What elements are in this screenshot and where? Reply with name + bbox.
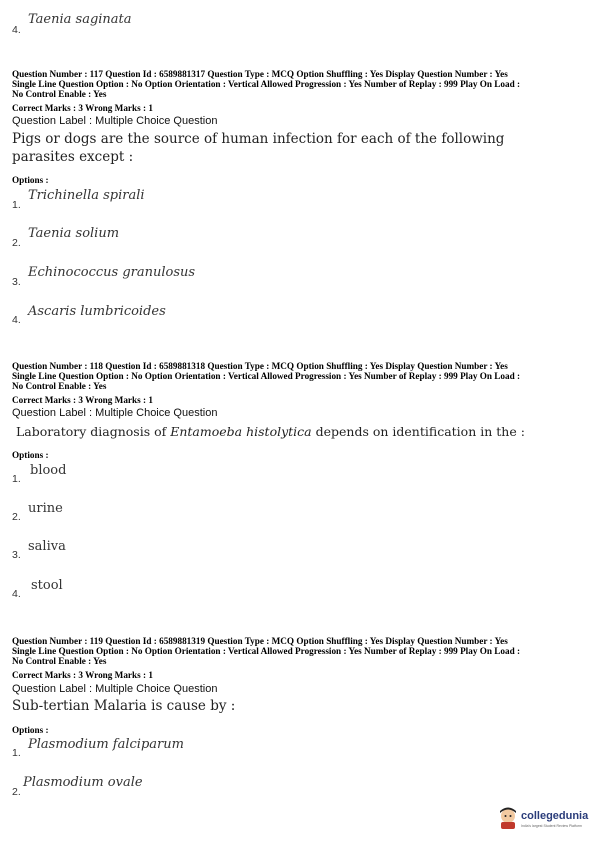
question-marks: Correct Marks : 3 Wrong Marks : 1	[12, 103, 153, 113]
option-text[interactable]: Ascaris lumbricoides	[28, 304, 166, 319]
option-number: 3.	[12, 276, 21, 288]
question-text-part: Laboratory diagnosis of	[16, 424, 171, 439]
question-text: Sub-tertian Malaria is cause by :	[12, 698, 236, 714]
option-number: 1.	[12, 199, 21, 211]
options-label: Options :	[12, 175, 49, 185]
option-text[interactable]: saliva	[28, 539, 66, 554]
meta-line: No Control Enable : Yes	[12, 89, 107, 99]
option-number: 3.	[12, 549, 21, 561]
option-number: 2.	[12, 786, 21, 798]
option-text[interactable]: urine	[28, 501, 63, 516]
mascot-icon	[497, 806, 519, 830]
meta-line: Question Number : 117 Question Id : 6589881317 Question Type : MCQ Option Shuffling : Yes Display Question Number : Yes	[12, 69, 508, 79]
option-text[interactable]: Plasmodium ovale	[23, 775, 143, 790]
collegedunia-logo[interactable]	[497, 804, 589, 834]
option-number: 4.	[12, 588, 21, 600]
question-text-line: Pigs or dogs are the source of human infection for each of the following	[12, 131, 505, 147]
option-number: 4.	[12, 314, 21, 326]
question-text-italic: Entamoeba histolytica	[170, 424, 312, 439]
option-text: Taenia saginata	[28, 12, 132, 27]
meta-line: Question Number : 119 Question Id : 6589881319 Question Type : MCQ Option Shuffling : Yes Display Question Number : Yes	[12, 636, 508, 646]
options-label: Options :	[12, 450, 49, 460]
question-meta	[12, 361, 587, 391]
option-text[interactable]: Trichinella spirali	[28, 188, 145, 203]
question-text	[16, 423, 525, 441]
option-number: 4.	[12, 24, 21, 36]
question-meta	[12, 69, 587, 99]
question-text-part: depends on identification in the :	[311, 424, 525, 439]
question-text-line: parasites except :	[12, 149, 134, 165]
options-label: Options :	[12, 725, 49, 735]
question-label: Question Label : Multiple Choice Question	[12, 407, 218, 419]
option-number: 1.	[12, 747, 21, 759]
meta-line: Single Line Question Option : No Option Orientation : Vertical Allowed Progression : Yes Number of Replay : 999 Play On Load :	[12, 646, 521, 656]
option-text[interactable]: blood	[30, 463, 67, 478]
meta-line: No Control Enable : Yes	[12, 381, 107, 391]
meta-line: No Control Enable : Yes	[12, 656, 107, 666]
logo-name: collegedunia	[521, 810, 589, 822]
meta-line: Single Line Question Option : No Option Orientation : Vertical Allowed Progression : Yes Number of Replay : 999 Play On Load :	[12, 371, 521, 381]
logo-tagline: India's largest Student Review Platform	[521, 824, 582, 828]
option-text[interactable]: Echinococcus granulosus	[28, 265, 196, 280]
option-number: 2.	[12, 237, 21, 249]
option-number: 2.	[12, 511, 21, 523]
meta-line: Question Number : 118 Question Id : 6589881318 Question Type : MCQ Option Shuffling : Yes Display Question Number : Yes	[12, 361, 508, 371]
option-text[interactable]: Taenia solium	[28, 226, 120, 241]
question-label: Question Label : Multiple Choice Question	[12, 115, 218, 127]
question-label: Question Label : Multiple Choice Question	[12, 683, 218, 695]
question-marks: Correct Marks : 3 Wrong Marks : 1	[12, 395, 153, 405]
question-meta	[12, 636, 587, 666]
question-text	[12, 130, 504, 166]
option-number: 1.	[12, 473, 21, 485]
meta-line: Single Line Question Option : No Option Orientation : Vertical Allowed Progression : Yes Number of Replay : 999 Play On Load :	[12, 79, 521, 89]
question-marks: Correct Marks : 3 Wrong Marks : 1	[12, 670, 153, 680]
option-text[interactable]: stool	[31, 578, 63, 593]
option-text[interactable]: Plasmodium falciparum	[28, 737, 184, 752]
